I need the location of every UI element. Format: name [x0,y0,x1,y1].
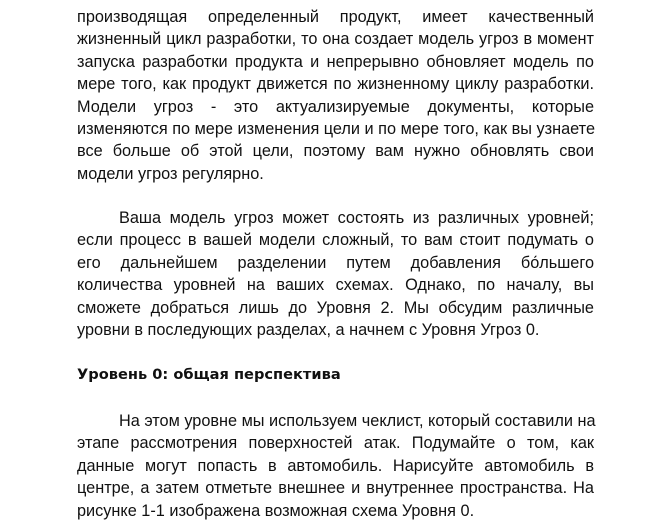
section-heading: Уровень 0: общая перспектива [77,366,341,383]
text-line: этапе рассмотрения поверхностей атак. Подумайте о том, как [77,434,594,453]
text-line: Модели угроз - это актуализируемые документы, которые [77,97,594,116]
text-line: жизненный цикл разработки, то она создает модель угроз в момент [77,30,594,49]
paragraph-threat-model-lifecycle [77,6,594,185]
text-line: запуска разработки продукта и непрерывно обновляет модель по [77,52,594,71]
text-line: рисунке 1-1 изображена возможная схема Уровня 0. [77,501,475,520]
text-line: количества уровней на ваших схемах. Однако, по началу, вы [77,276,594,295]
paragraph-level-zero [77,410,594,522]
text-line: центре, а затем отметьте внешнее и внутреннее пространства. На [77,479,594,498]
text-line: изменяются по мере изменения цели и по мере того, как вы узнаете [77,120,596,139]
text-line: сможете добраться лишь до Уровня 2. Мы обсудим различные [77,298,594,317]
text-line: мере того, как продукт движется по жизненному циклу разработки. [77,75,594,94]
text-line: Ваша модель угроз может состоять из различных уровней; [119,209,594,227]
text-line: если процесс в вашей модели сложный, то вам стоит подумать о [77,231,594,250]
text-line: уровни в последующих разделах, а начнем с Уровня Угроз 0. [77,321,540,340]
paragraph-threat-model-levels [77,207,594,341]
text-line: модели угроз регулярно. [77,164,264,183]
text-line: все больше об этой цели, поэтому вам нужно обновлять свои [77,142,594,161]
text-line: его дальнейшем разделении путем добавления бо́льшего [77,253,594,272]
text-line: данные могут попасть в автомобиль. Нарисуйте автомобиль в [77,456,594,475]
text-line: производящая определенный продукт, имеет качественный [77,8,594,26]
text-line: На этом уровне мы используем чеклист, который составили на [119,412,596,430]
